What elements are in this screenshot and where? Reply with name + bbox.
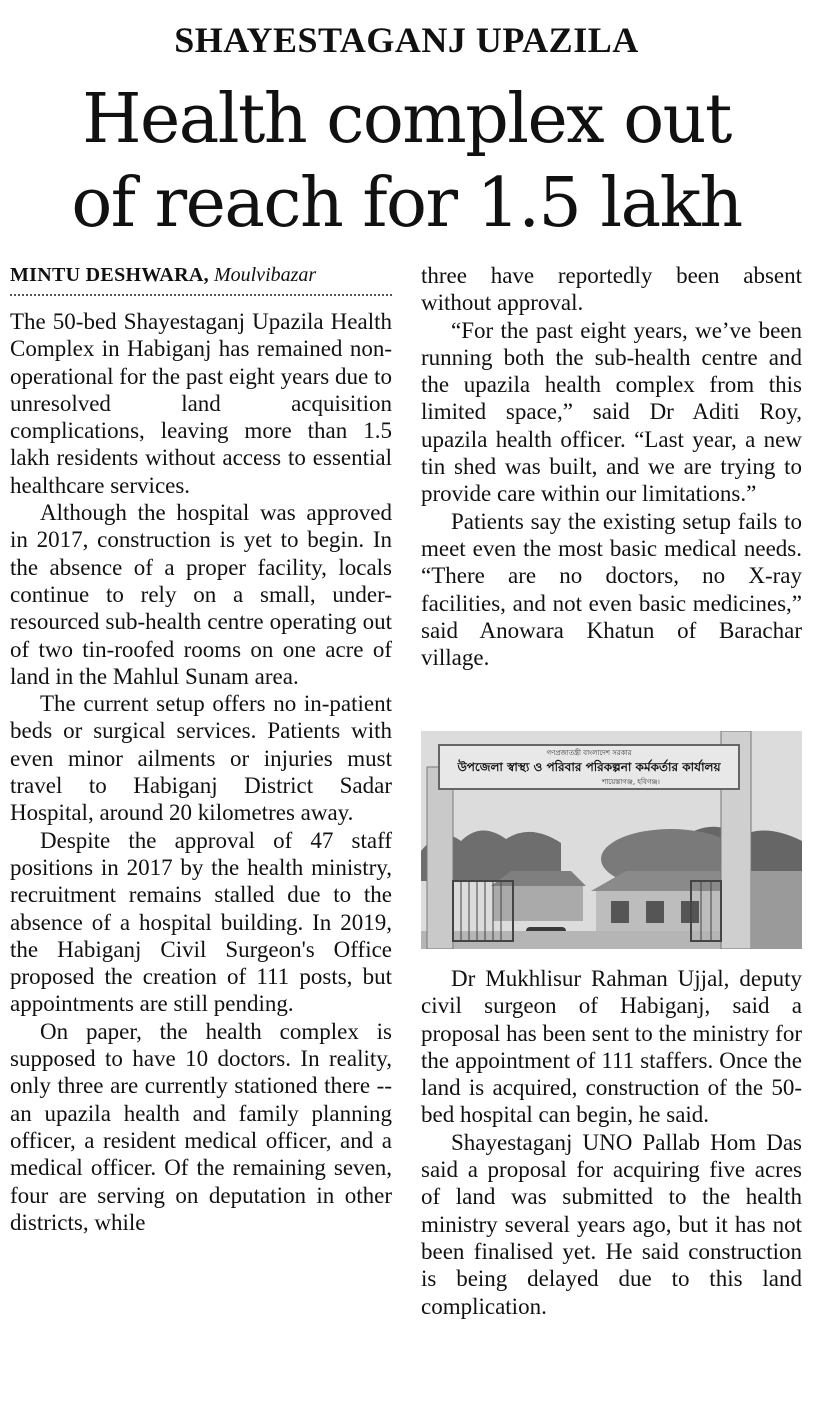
section-kicker: SHAYESTAGANJ UPAZILA: [174, 20, 639, 60]
byline: [10, 262, 392, 296]
paragraph: Although the hospital was approved in 2017, construction is yet to begin. In the absence of a proper facility, locals continue to rely on a small, under-resourced sub-health centre operating out of two tin-roofed rooms on one acre of land in the Mahlul Sunam area.: [10, 500, 392, 689]
paragraph: three have reportedly been absent without approval.: [421, 263, 802, 316]
paragraph: On paper, the health complex is supposed to have 10 doctors. In reality, only three are currently stationed there -- an upazila health and family planning officer, a resident medical officer, and a medical officer. Of the remaining seven, four are serving on deputation in other districts, while: [10, 1018, 392, 1235]
headline: [0, 78, 813, 246]
right-column-bottom: [421, 965, 802, 1320]
paragraph: Patients say the existing setup fails to meet even the most basic medical needs. “There are no doctors, no X-ray facilities, and not even basic medicines,” said Anowara Khatun of Barachar village.: [421, 508, 802, 671]
health-office-gate-photo: [421, 731, 802, 949]
paragraph: “For the past eight years, we’ve been running both the sub-health centre and the upazila health complex from this limited space,” said Dr Aditi Roy, upazila health officer. “Last year, a new tin shed was built, and we are trying to provide care within our limitations.”: [421, 317, 802, 507]
paragraph: Despite the approval of 47 staff positions in 2017 by the health ministry, recruitment remains stalled due to the absence of a hospital building. In 2019, the Habiganj Civil Surgeon's Office proposed the creation of 111 posts, but appointments are still pending.: [10, 827, 392, 1017]
sign-line-3: শায়েস্তাগঞ্জ, হবিগঞ্জ।: [602, 778, 660, 786]
left-column: [10, 262, 392, 1236]
sign-line-2: উপজেলা স্বাস্থ্য ও পরিবার পরিকল্পনা কর্মকর্তার কার্যালয়: [457, 760, 721, 774]
paragraph: The 50-bed Shayestaganj Upazila Health Complex in Habiganj has remained non-operational for the past eight years due to unresolved land acquisition complications, leaving more than 1.5 lakh residents without access to essential healthcare services.: [10, 309, 392, 498]
author-name: MINTU DESHWARA,: [10, 264, 209, 286]
paragraph: Dr Mukhlisur Rahman Ujjal, deputy civil surgeon of Habiganj, said a proposal has been sent to the ministry for the appointment of 111 staffers. Once the land is acquired, construction of the 50-bed hospital can begin, he said.: [421, 966, 802, 1128]
author-location: Moulvibazar: [213, 264, 317, 286]
article-photo: [421, 731, 802, 949]
paragraph: The current setup offers no in-patient beds or surgical services. Patients with even minor ailments or injuries must travel to Habiganj District Sadar Hospital, around 20 kilometres away.: [10, 691, 392, 826]
headline-line-1: Health complex out: [82, 80, 731, 159]
headline-line-2: of reach for 1.5 lakh: [71, 164, 742, 243]
sign-line-1: গণপ্রজাতন্ত্রী বাংলাদেশ সরকার: [546, 749, 632, 757]
paragraph: Shayestaganj UNO Pallab Hom Das said a proposal for acquiring five acres of land was submitted to the health ministry several years ago, but it has not been finalised yet. He said construction is being delayed due to this land complication.: [421, 1129, 802, 1319]
right-column-top: [421, 262, 802, 671]
